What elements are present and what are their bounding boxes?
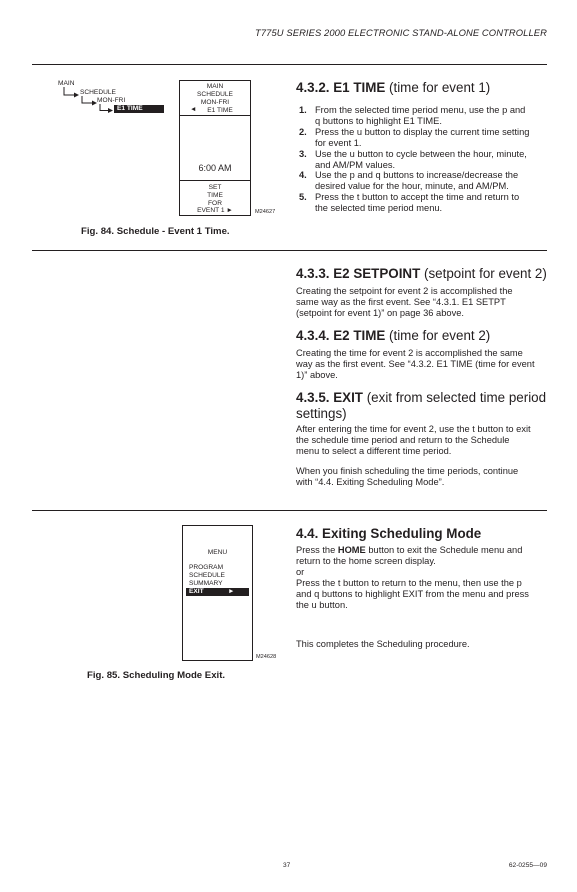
right-arrow-icon: ► — [228, 588, 235, 595]
figure-caption: Fig. 85. Scheduling Mode Exit. — [87, 670, 226, 681]
step-2: 2. Press the u button to display the current time setting for event 1. — [299, 126, 530, 148]
lcd-e1-time: E1 TIME — [207, 107, 233, 114]
lcd-schedule: SCHEDULE — [197, 91, 233, 98]
lcd-for: FOR — [208, 200, 222, 207]
paragraph-4-3-5: After entering the time for event 2, use the t button to exit the schedule time period and return to the Schedule menu to select a different time period. — [296, 424, 531, 456]
lcd-menu-title: MENU — [207, 549, 228, 556]
figure-caption: Fig. 84. Schedule - Event 1 Time. — [81, 226, 230, 237]
menu-item-exit-highlight: EXIT ► — [186, 588, 249, 596]
paragraph-4-3-5-continue: When you finish scheduling the time periods, continue with “4.4. Exiting Scheduling Mode”. — [296, 466, 519, 487]
paragraph-4-3-4: Creating the time for event 2 is accomplished the same way as the first event. See “4.3.2. E1 TIME (time for event 1)” above. — [296, 348, 535, 380]
section-heading-4-3-3: 4.3.3. E2 SETPOINT (setpoint for event 2) — [296, 266, 547, 281]
lcd-screen-menu — [182, 525, 253, 661]
tree-e1-time-highlight: E1 TIME — [114, 105, 164, 113]
step-5: 5. Press the t button to accept the time and return to the selected time period menu. — [299, 192, 520, 214]
section-heading-4-3-5: 4.3.5. EXIT (exit from selected time period settings) — [296, 390, 547, 421]
tree-main: MAIN — [58, 80, 75, 87]
section-divider — [32, 510, 547, 511]
document-number: 62-0255—09 — [508, 862, 547, 869]
paragraph-4-3-3: Creating the setpoint for event 2 is accomplished the same way as the first event. See “4.3.1. E1 SETPT (setpoint for event 1)” on page 36 above. — [296, 286, 513, 318]
paragraph-4-4-end: This completes the Scheduling procedure. — [296, 639, 470, 649]
step-3: 3. Use the u button to cycle between the hour, minute, and AM/PM values. — [299, 148, 527, 170]
section-divider — [32, 250, 547, 251]
left-arrow-icon: ◄ — [190, 106, 197, 113]
lcd-time: TIME — [207, 192, 223, 199]
page-number: 37 — [283, 862, 291, 869]
menu-item-schedule: SCHEDULE — [189, 572, 225, 579]
lcd-time-value: 6:00 AM — [198, 163, 232, 173]
lcd-main: MAIN — [206, 83, 224, 90]
running-header: T775U SERIES 2000 ELECTRONIC STAND-ALONE CONTROLLER — [255, 27, 547, 38]
menu-item-program: PROGRAM — [189, 564, 224, 571]
figure-code: M24628 — [256, 654, 277, 660]
lcd-set: SET — [208, 184, 222, 191]
tree-schedule: SCHEDULE — [80, 89, 116, 96]
tree-mon-fri: MON-FRI — [97, 97, 126, 104]
lcd-mon-fri: MON-FRI — [200, 99, 230, 106]
step-4: 4. Use the p and q buttons to increase/decrease the desired value for the hour, minute, and AM/PM. — [299, 170, 519, 192]
section-divider — [32, 64, 547, 65]
section-heading-4-3-2: 4.3.2. E1 TIME (time for event 1) — [296, 80, 491, 95]
lcd-screen-e1-time — [179, 80, 251, 216]
paragraph-4-4: Press the HOME button to exit the Schedule menu and return to the home screen display. or Press the t button to return to the menu, then use the p and q buttons to highlight EXIT from the menu and press the u button. — [296, 545, 529, 610]
section-heading-4-3-4: 4.3.4. E2 TIME (time for event 2) — [296, 328, 491, 343]
step-1: 1. From the selected time period menu, use the p and q buttons to highlight E1 TIME. — [299, 105, 526, 126]
menu-item-summary: SUMMARY — [189, 580, 223, 587]
steps-list — [296, 105, 551, 214]
lcd-event-1: EVENT 1 ► — [197, 207, 233, 214]
figure-code: M24627 — [255, 209, 276, 215]
section-heading-4-4: 4.4. Exiting Scheduling Mode — [296, 526, 482, 541]
